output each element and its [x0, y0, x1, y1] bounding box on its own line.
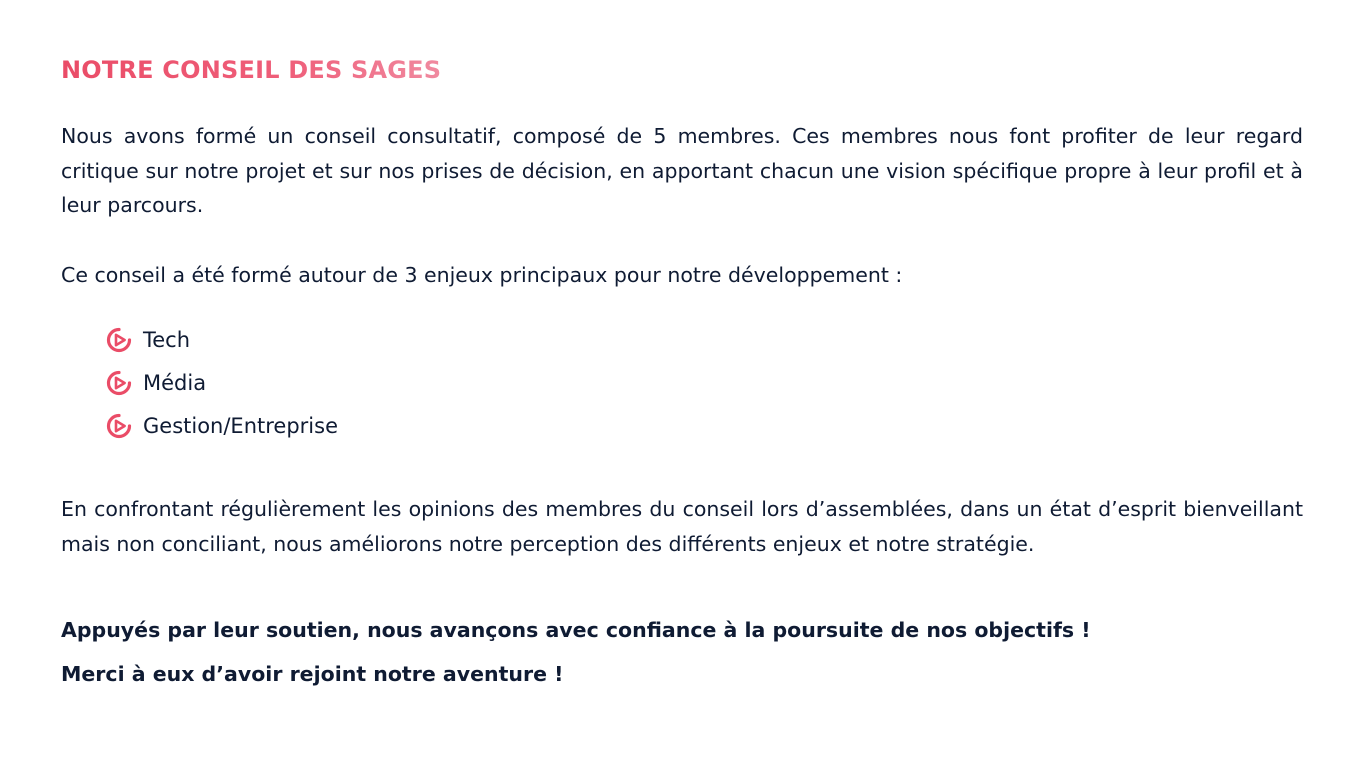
list-item-tech	[105, 318, 338, 361]
play-circle-icon	[105, 412, 133, 440]
closing-line-thanks: Merci à eux d’avoir rejoint notre aventure !	[61, 662, 564, 686]
section-title: NOTRE CONSEIL DES SAGES	[61, 56, 442, 84]
enjeux-list	[105, 318, 338, 447]
intro-paragraph: Nous avons formé un conseil consultatif, composé de 5 membres. Ces membres nous font profiter de leur regard critique sur notre projet et sur nos prises de décision, en apportant chacun une vision spécifique propre à leur profil et à leur parcours.	[61, 124, 1303, 217]
list-item-gestion	[105, 404, 338, 447]
list-item-media	[105, 361, 338, 404]
closing-line-support: Appuyés par leur soutien, nous avançons avec confiance à la poursuite de nos objectifs !	[61, 618, 1091, 642]
play-circle-icon	[105, 326, 133, 354]
play-circle-icon	[105, 369, 133, 397]
list-item-label: Média	[143, 370, 207, 395]
enjeux-intro-paragraph: Ce conseil a été formé autour de 3 enjeux principaux pour notre développement :	[61, 263, 903, 287]
list-item-label: Tech	[143, 327, 191, 352]
conclusion-paragraph: En confrontant régulièrement les opinions des membres du conseil lors d’assemblées, dans un état d’esprit bienveillant mais non conciliant, nous améliorons notre perception des différents enjeux et notre stratégie.	[61, 497, 1303, 556]
list-item-label: Gestion/Entreprise	[143, 413, 338, 438]
